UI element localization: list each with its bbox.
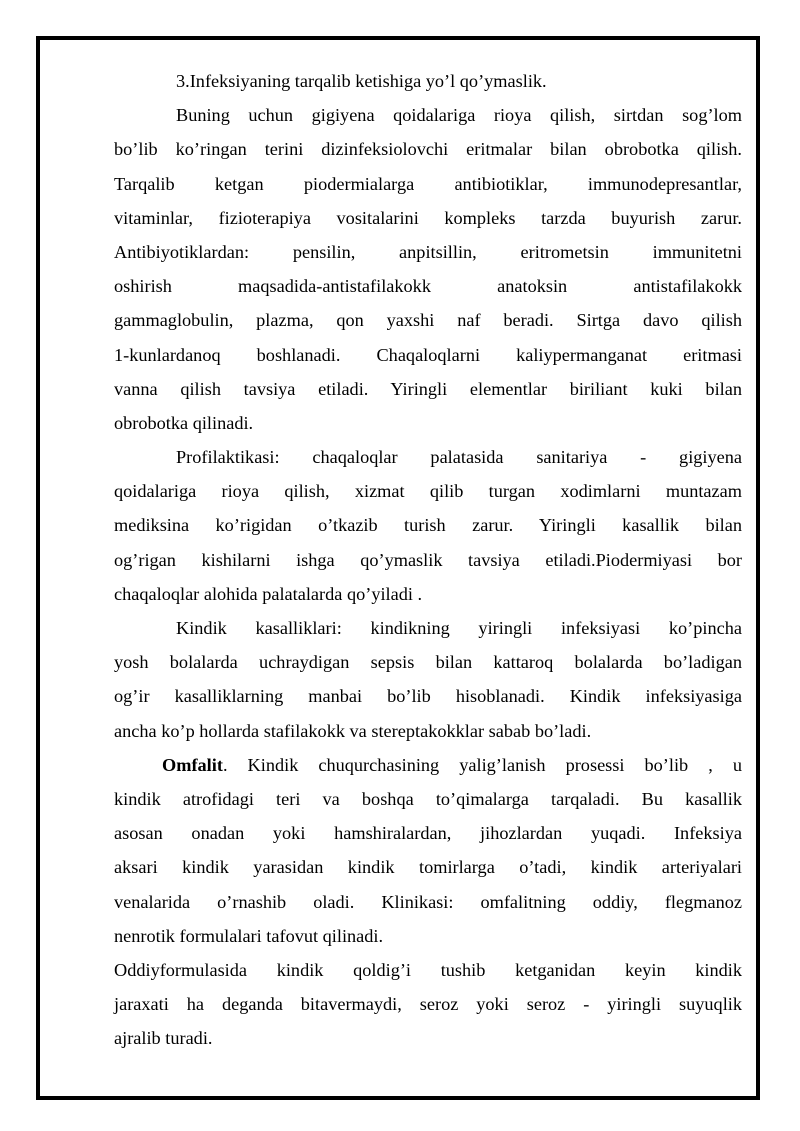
text-line: jaraxati ha deganda bitavermaydi, seroz yoki seroz - yiringli suyuqlik: [114, 994, 742, 1015]
text-line: aksari kindik yarasidan kindik tomirlarga o’tadi, kindik arteriyalari: [114, 857, 742, 878]
text-line: Kindik kasalliklari: kindikning yiringli infeksiyasi ko’pincha: [176, 618, 742, 638]
text-line: Tarqalib ketgan piodermialarga antibiotiklar, immunodepresantlar,: [114, 173, 742, 194]
omfalit-definition: . Kindik chuqurchasining yalig’lanish prosessi bo’lib , u: [222, 754, 742, 775]
text-line: ajralib turadi.: [114, 1028, 213, 1049]
text-line: chaqaloqlar alohida palatalarda qo’yiladi .: [114, 583, 423, 604]
text-line: og’ir kasalliklarning manbai bo’lib hisoblanadi. Kindik infeksiyasiga: [114, 686, 742, 707]
section-heading: 3.Infeksiyaning tarqalib ketishiga yo’l qo’ymaslik.: [176, 71, 547, 91]
text-line: qoidalariga rioya qilish, xizmat qilib turgan xodimlarni muntazam: [114, 481, 742, 502]
omfalit-term: Omfalit: [162, 754, 223, 775]
text-line: yosh bolalarda uchraydigan sepsis bilan kattaroq bolalarda bo’ladigan: [114, 652, 742, 673]
text-line: ancha ko’p hollarda stafilakokk va stereptakokklar sabab bo’ladi.: [114, 720, 592, 741]
text-line: oshirish maqsadida-antistafilakokk anatoksin antistafilakokk: [114, 276, 742, 297]
text-line: gammaglobulin, plazma, qon yaxshi naf beradi. Sirtga davo qilish: [114, 310, 742, 331]
text-line: og’rigan kishilarni ishga qo’ymaslik tavsiya etiladi.Piodermiyasi bor: [114, 549, 742, 570]
text-line: bo’lib ko’ringan terini dizinfeksiolovchi eritmalar bilan obrobotka qilish.: [114, 139, 742, 160]
text-line: Oddiyformulasida kindik qoldig’i tushib ketganidan keyin kindik: [114, 959, 742, 980]
text-line: mediksina ko’rigidan o’tkazib turish zarur. Yiringli kasallik bilan: [114, 515, 742, 536]
text-line: vanna qilish tavsiya etiladi. Yiringli elementlar biriliant kuki bilan: [114, 378, 742, 399]
text-line: kindik atrofidagi teri va boshqa to’qimalarga tarqaladi. Bu kasallik: [114, 788, 742, 809]
text-line: Antibiyotiklardan: pensilin, anpitsillin, eritrometsin immunitetni: [114, 241, 742, 262]
text-line: obrobotka qilinadi.: [114, 412, 254, 433]
text-line: Buning uchun gigiyena qoidalariga rioya qilish, sirtdan sog’lom: [176, 105, 742, 126]
document-body: [114, 64, 742, 1055]
text-line: nenrotik formulalari tafovut qilinadi.: [114, 925, 384, 946]
text-line: venalarida o’rnashib oladi. Klinikasi: omfalitning oddiy, flegmanoz: [114, 891, 742, 912]
text-line: 1-kunlardanoq boshlanadi. Chaqaloqlarni kaliypermanganat eritmasi: [114, 344, 742, 365]
text-line: Profilaktikasi: chaqaloqlar palatasida sanitariya - gigiyena: [176, 447, 742, 468]
text-line: vitaminlar, fizioterapiya vositalarini kompleks tarzda buyurish zarur.: [114, 207, 742, 228]
text-line: asosan onadan yoki hamshiralardan, jihozlardan yuqadi. Infeksiya: [114, 823, 742, 844]
text-line: [114, 748, 742, 782]
